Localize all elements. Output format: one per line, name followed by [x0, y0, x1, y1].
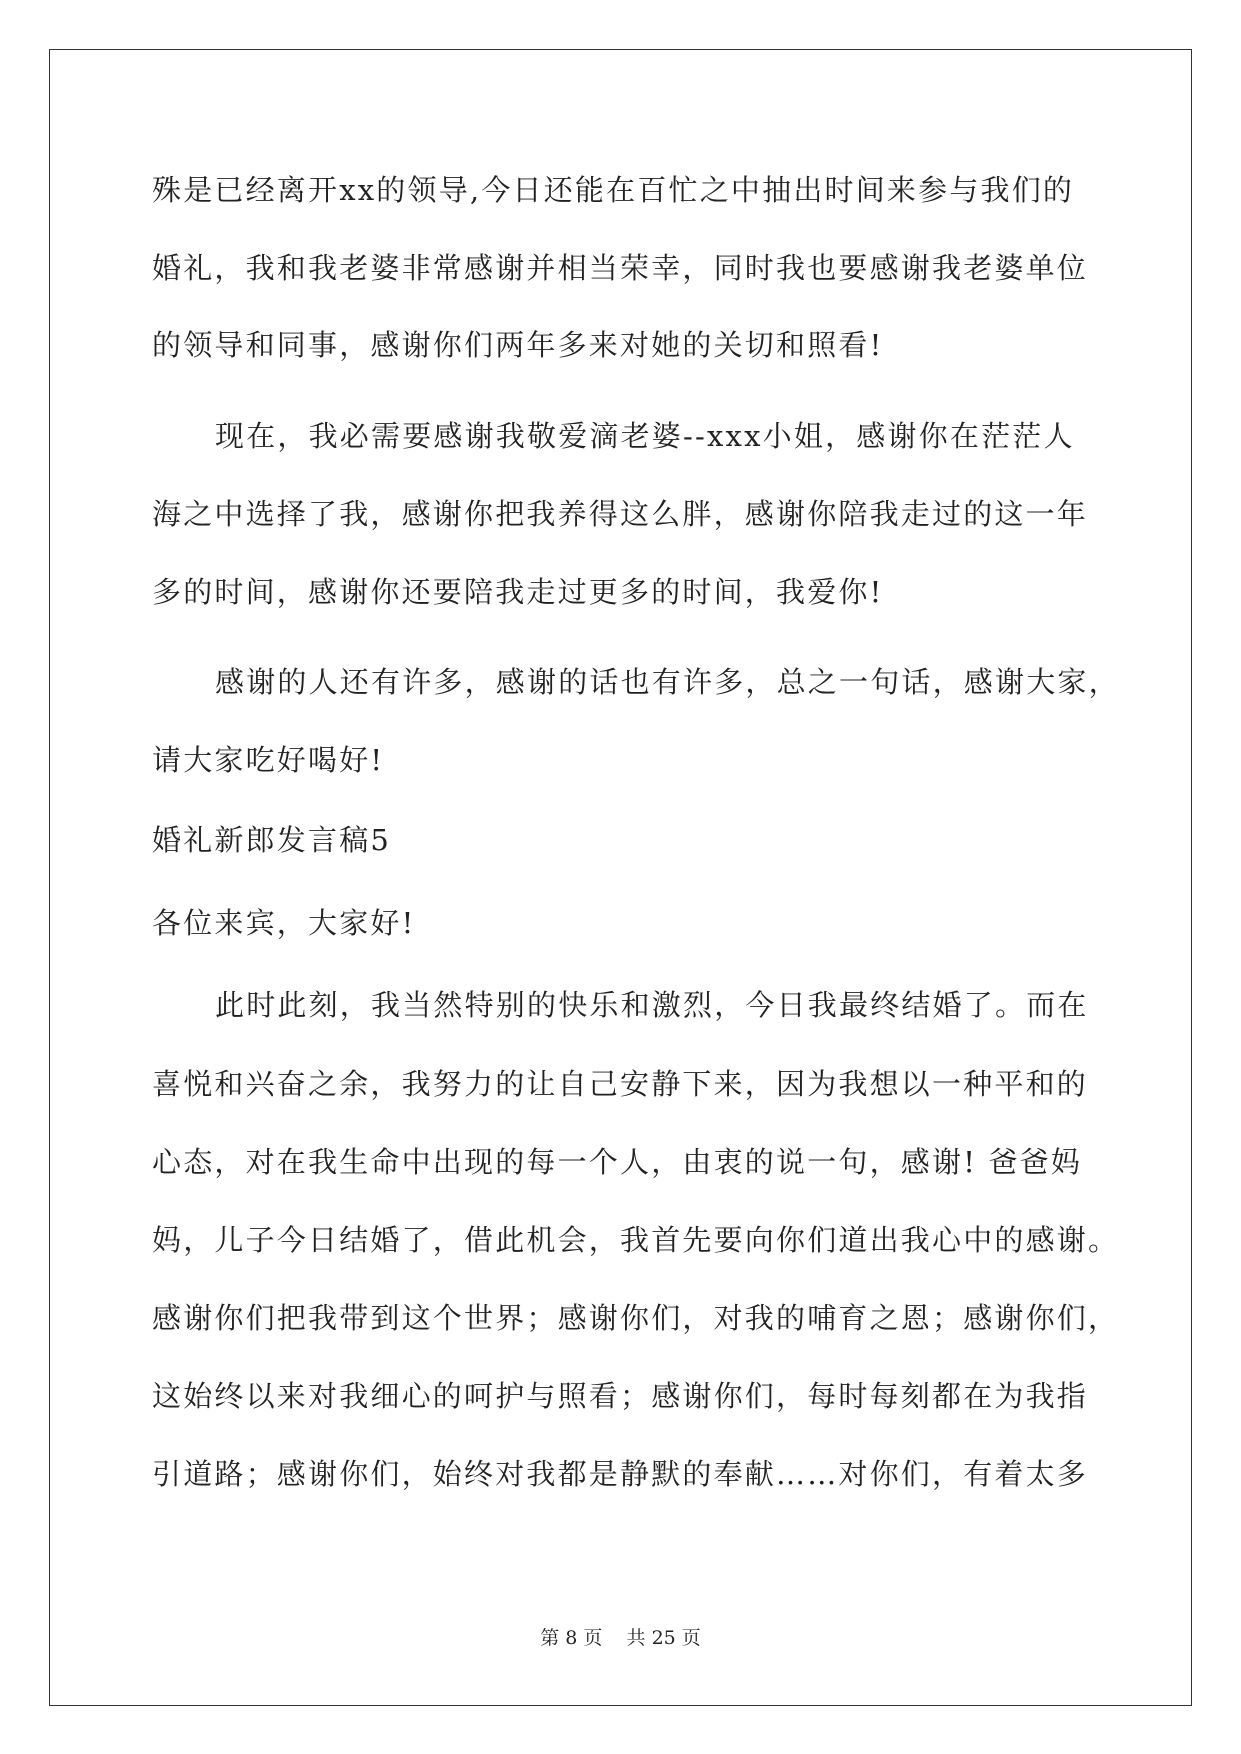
text-line: 海之中选择了我，感谢你把我养得这么胖，感谢你陪我走过的这一年 — [152, 497, 1089, 531]
section-heading: 婚礼新郎发言稿5 — [152, 823, 392, 857]
text-line: 感谢你们把我带到这个世界；感谢你们，对我的哺育之恩；感谢你们， — [152, 1301, 1120, 1335]
text-line: 各位来宾，大家好! — [152, 906, 416, 940]
text-line: 婚礼，我和我老婆非常感谢并相当荣幸，同时我也要感谢我老婆单位 — [152, 251, 1089, 285]
text-line: 妈，儿子今日结婚了，借此机会，我首先要向你们道出我心中的感谢。 — [152, 1223, 1120, 1257]
text-line: 多的时间，感谢你还要陪我走过更多的时间，我爱你! — [152, 575, 884, 609]
text-line: 感谢的人还有许多，感谢的话也有许多，总之一句话，感谢大家， — [215, 665, 1120, 699]
text-line: 现在，我必需要感谢我敬爱滴老婆--xxx小姐，感谢你在茫茫人 — [215, 419, 1075, 453]
text-line: 心态，对在我生命中出现的每一个人，由衷的说一句，感谢! 爸爸妈 — [152, 1145, 1083, 1179]
text-line: 喜悦和兴奋之余，我努力的让自己安静下来，因为我想以一种平和的 — [152, 1067, 1089, 1101]
text-line: 此时此刻，我当然特别的快乐和激烈，今日我最终结婚了。而在 — [215, 988, 1089, 1022]
text-line: 这始终以来对我细心的呵护与照看；感谢你们，每时每刻都在为我指 — [152, 1379, 1089, 1413]
text-line: 引道路；感谢你们，始终对我都是静默的奉献……对你们，有着太多 — [152, 1457, 1089, 1491]
text-line: 的领导和同事，感谢你们两年多来对她的关切和照看! — [152, 328, 884, 362]
page-footer — [0, 1626, 1241, 1650]
text-line: 请大家吃好喝好! — [152, 743, 385, 777]
page-number: 第 8 页 共 25 页 — [540, 1627, 701, 1649]
text-line: 殊是已经离开xx的领导,今日还能在百忙之中抽出时间来参与我们的 — [152, 173, 1075, 207]
